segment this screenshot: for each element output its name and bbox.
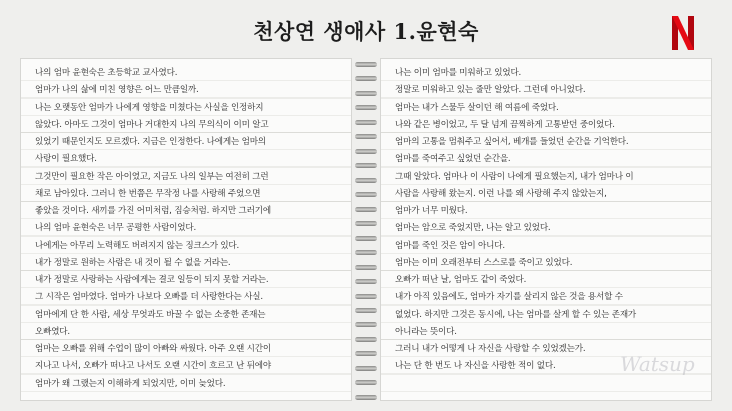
text-line: 엄마는 이미 오래전부터 스스로를 죽이고 있었다. <box>395 257 573 268</box>
text-line: 엄마에게 단 한 사람, 세상 무엇과도 바꿀 수 없는 소중한 존재는 <box>35 309 266 320</box>
text-line: 좋았을 것이다. 새끼를 가진 어미처럼, 짐승처럼. 하지만 그러기에 <box>35 206 271 216</box>
spiral-ring <box>355 351 377 356</box>
right-notebook-page <box>380 58 712 401</box>
text-line: 나와 같은 병이었고, 두 달 넘게 끔찍하게 고통받던 중이었다. <box>395 119 615 130</box>
spiral-ring <box>355 265 377 270</box>
spiral-ring <box>355 163 377 168</box>
spiral-ring <box>355 91 377 96</box>
text-line: 나에게는 아무리 노력해도 버려지지 않는 징크스가 있다. <box>35 240 240 251</box>
text-line: 엄마를 죽여주고 싶었던 순간을. <box>395 154 511 165</box>
spiral-ring <box>355 366 377 371</box>
text-line: 정말로 미워하고 있는 줄만 알았다. 그런데 아니었다. <box>395 85 586 96</box>
notebook-spiral-binding <box>355 62 377 400</box>
text-line: 그러니 내가 어떻게 나 자신을 사랑할 수 있었겠는가. <box>395 344 586 354</box>
spiral-ring <box>355 149 377 154</box>
spiral-ring <box>355 120 377 125</box>
spiral-ring <box>355 322 377 327</box>
text-line: 오빠였다. <box>35 326 70 337</box>
text-line: 아니라는 뜻이다. <box>395 326 457 337</box>
text-line: 나는 이미 엄마를 미워하고 있었다. <box>395 68 522 78</box>
text-line: 엄마는 암으로 죽었지만, 나는 알고 있었다. <box>395 223 551 234</box>
spiral-ring <box>355 207 377 212</box>
spiral-ring <box>355 250 377 255</box>
spiral-ring <box>355 337 377 342</box>
text-line: 그것만이 필요한 작은 아이였고, 지금도 나의 일부는 여전히 그런 <box>35 171 269 182</box>
spiral-ring <box>355 308 377 313</box>
text-line: 그때 알았다. 엄마나 이 사람이 나에게 필요했는지, 내가 엄마나 이 <box>395 171 634 182</box>
page-title: 천상연 생애사 1.윤현숙 <box>253 19 479 44</box>
left-notebook-page <box>20 58 352 401</box>
watermark: Watsup <box>620 352 695 376</box>
text-line: 엄마는 오빠를 위해 수업이 많이 아빠와 싸웠다. 아주 오랜 시간이 <box>35 344 271 354</box>
text-line: 엄마가 나의 삶에 미친 영향은 어느 만큼일까. <box>35 85 199 96</box>
text-line: 엄마가 왜 그랬는지 이해하게 되었지만, 이미 늦었다. <box>35 378 226 389</box>
spiral-ring <box>355 279 377 284</box>
text-line: 사랑이 필요했다. <box>35 154 97 165</box>
spiral-ring <box>355 294 377 299</box>
text-line: 엄마는 내가 스물두 살이던 해 여름에 죽었다. <box>395 102 559 113</box>
text-line: 나의 엄마 윤현숙은 초등학교 교사였다. <box>35 68 178 78</box>
text-line: 엄마의 고통을 멈춰주고 싶어서, 베개를 들었던 순간을 기억한다. <box>395 137 629 147</box>
spiral-ring <box>355 236 377 241</box>
text-line: 지나고 나서, 오빠가 떠나고 나서도 오랜 시간이 흐르고 난 뒤에야 <box>35 361 271 372</box>
text-line: 나의 엄마 윤현숙은 너무 공평한 사람이었다. <box>35 223 197 234</box>
spiral-ring <box>355 105 377 110</box>
text-line: 엄마가 너무 미웠다. <box>395 206 468 216</box>
netflix-logo <box>672 16 694 50</box>
spiral-ring <box>355 221 377 226</box>
text-line: 않았다. 아마도 그것이 엄마나 거대한지 나의 무의식이 이미 알고 <box>35 119 269 130</box>
text-line: 사람을 사랑해 왔는지. 이런 나를 왜 사랑해 주지 않았는지, <box>395 188 607 199</box>
text-line: 내가 정말로 원하는 사람은 내 것이 될 수 없을 거라는. <box>35 257 231 268</box>
text-line: 오빠가 떠난 날, 엄마도 같이 죽었다. <box>395 275 527 285</box>
spiral-ring <box>355 380 377 385</box>
text-line: 엄마를 죽인 것은 암이 아니다. <box>395 240 505 251</box>
text-line: 나는 단 한 번도 나 자신을 사랑한 적이 없다. <box>395 361 556 372</box>
text-line: 나는 오랫동안 엄마가 나에게 영향을 미쳤다는 사실을 인정하지 <box>35 102 264 113</box>
spiral-ring <box>355 76 377 81</box>
spiral-ring <box>355 395 377 400</box>
text-line: 내가 아직 있음에도, 엄마가 자기를 살리지 않은 것을 용서할 수 <box>395 292 623 303</box>
spiral-ring <box>355 192 377 197</box>
text-line: 채로 남아있다. 그러니 한 번쯤은 무작정 나를 사랑해 주었으면 <box>35 188 261 199</box>
text-line: 없었다. 하지만 그것은 동시에, 나는 엄마를 살게 할 수 있는 존재가 <box>395 309 637 320</box>
text-line: 내가 정말로 사랑하는 사람에게는 결코 일등이 되지 못할 거라는. <box>35 275 269 285</box>
text-line: 그 시작은 엄마였다. 엄마가 나보다 오빠를 더 사랑한다는 사실. <box>35 292 263 303</box>
spiral-ring <box>355 134 377 139</box>
spiral-ring <box>355 178 377 183</box>
spiral-ring <box>355 62 377 67</box>
text-line: 있었기 때문인지도 모르겠다. 지금은 인정한다. 나에게는 엄마의 <box>35 137 266 147</box>
